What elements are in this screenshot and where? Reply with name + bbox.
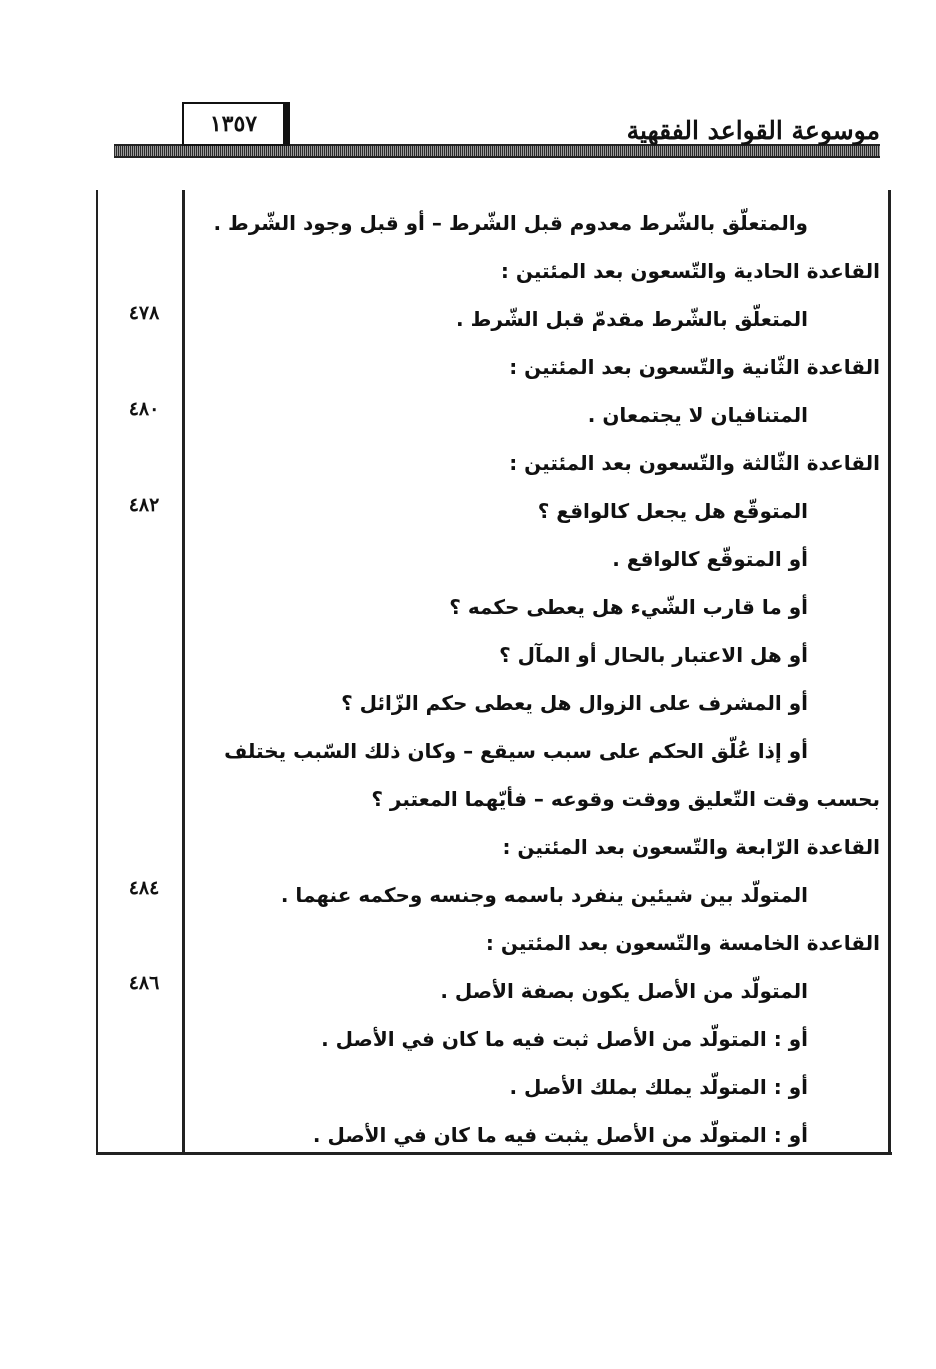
- rule-text-line: أو المتوقّع كالواقع .: [612, 547, 808, 571]
- rule-text-line: أو ما قارب الشّيء هل يعطى حكمه ؟: [449, 595, 808, 619]
- page-ref-478: ٤٧٨: [128, 302, 160, 324]
- header-rule: [114, 144, 880, 158]
- page-ref-480: ٤٨٠: [128, 398, 160, 420]
- page-ref-486: ٤٨٦: [128, 972, 160, 994]
- rule-text-line: أو : المتولّد من الأصل يثبت فيه ما كان في الأصل .: [312, 1123, 808, 1147]
- page-number-box: [182, 102, 290, 146]
- rule-heading-295: القاعدة الخامسة والتّسعون بعد المئتين :: [485, 931, 880, 955]
- rule-text-line: بحسب وقت التّعليق ووقت وقوعه – فأيّهما المعتبر ؟: [371, 787, 880, 811]
- rule-text-line: المتنافيان لا يجتمعان .: [587, 403, 808, 427]
- rule-heading-291: القاعدة الحادية والتّسعون بعد المئتين :: [500, 259, 880, 283]
- page-ref-482: ٤٨٢: [128, 494, 160, 516]
- column-divider: [182, 190, 185, 1154]
- frame-left-border: [96, 190, 98, 1154]
- rule-heading-293: القاعدة الثّالثة والتّسعون بعد المئتين :: [509, 451, 880, 475]
- rule-text-line: أو إذا عُلّق الحكم على سبب سيقع – وكان ذلك السّبب يختلف: [224, 739, 808, 763]
- rule-text-line: والمتعلّق بالشّرط معدوم قبل الشّرط – أو قبل وجود الشّرط .: [213, 211, 808, 235]
- page-ref-484: ٤٨٤: [128, 877, 160, 899]
- rule-text-line: أو هل الاعتبار بالحال أو المآل ؟: [499, 643, 808, 667]
- rule-heading-294: القاعدة الرّابعة والتّسعون بعد المئتين :: [502, 835, 880, 859]
- rule-text-line: أو : المتولّد من الأصل ثبت فيه ما كان في الأصل .: [321, 1027, 808, 1051]
- rule-text-line: أو : المتولّد يملك بملك الأصل .: [509, 1075, 808, 1099]
- rule-text-line: المتولّد بين شيئين ينفرد باسمه وجنسه وحكمه عنهما .: [280, 883, 808, 907]
- rule-text-line: أو المشرف على الزوال هل يعطى حكم الزّائل ؟: [341, 691, 808, 715]
- page-header: [114, 98, 880, 164]
- rule-text-line: المتولّد من الأصل يكون بصفة الأصل .: [440, 979, 808, 1003]
- page-number: ١٣٥٧: [209, 111, 258, 137]
- rule-text-line: المتعلّق بالشّرط مقدمّ قبل الشّرط .: [456, 307, 808, 331]
- book-title: موسوعة القواعد الفقهية: [626, 116, 880, 145]
- rule-heading-292: القاعدة الثّانية والتّسعون بعد المئتين :: [509, 355, 880, 379]
- rule-text-line: المتوقّع هل يجعل كالواقع ؟: [537, 499, 808, 523]
- frame-right-border: [888, 190, 891, 1155]
